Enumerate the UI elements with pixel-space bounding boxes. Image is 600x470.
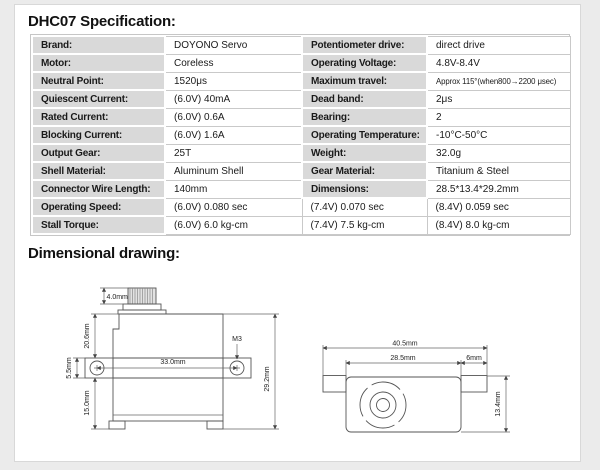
spec-table-row [32,90,570,108]
dim-tab-height: 5.5mm [66,357,73,379]
left-foot [109,421,125,429]
spec-table-row [32,180,570,198]
spec-table-row [32,144,570,162]
spec-value-cell: (7.4V) 7.5 kg-cm [302,216,427,234]
spec-label-cell: Connector Wire Length: [32,180,165,198]
spec-value-cell: 140mm [165,180,302,198]
spec-value-cell: Titanium & Steel [427,162,570,180]
dim-hole-spacing: 33.0mm [160,359,186,366]
spec-label-cell: Operating Voltage: [302,54,427,72]
spec-value-cell: direct drive [427,36,570,54]
right-mount-tab-top [461,376,487,393]
spec-label-cell: Maximum travel: [302,72,427,90]
spec-value-cell: 25T [165,144,302,162]
spec-table-row [32,72,570,90]
spec-value-cell: 32.0g [427,144,570,162]
spec-table-row [32,36,570,54]
spec-table-row [32,216,570,234]
shaft-base-step [123,304,161,310]
servo-top-body [323,376,487,433]
case-top-outline [346,377,461,432]
spec-label-cell: Potentiometer drive: [302,36,427,54]
spec-label-cell: Operating Temperature: [302,126,427,144]
spec-value-cell: 28.5*13.4*29.2mm [427,180,570,198]
spec-sheet-page [14,4,581,462]
spec-value-cell: -10°C-50°C [427,126,570,144]
spec-value-cell: Aluminum Shell [165,162,302,180]
spec-label-cell: Neutral Point: [32,72,165,90]
spec-table-row [32,108,570,126]
spec-value-cell: (6.0V) 40mA [165,90,302,108]
front-view-dimensions [66,288,279,429]
gear-housing-ring [360,382,406,428]
dim-gear-width: 4.0mm [106,294,128,301]
spec-label-cell: Rated Current: [32,108,165,126]
spec-value-cell: (6.0V) 0.6A [165,108,302,126]
servo-top-view-drawing [319,337,519,447]
spec-section-title: DHC07 Specification: [28,13,176,30]
shaft-base [118,310,166,314]
spec-label-cell: Operating Speed: [32,198,165,216]
servo-front-view-drawing [63,279,305,439]
left-mount-tab-top [323,376,346,393]
spec-label-cell: Motor: [32,54,165,72]
spec-value-cell: (6.0V) 1.6A [165,126,302,144]
dim-body-width: 28.5mm [390,355,416,362]
spec-label-cell: Blocking Current: [32,126,165,144]
spec-value-cell: 2 [427,108,570,126]
dim-upper-height: 20.6mm [84,323,91,349]
spec-label-cell: Brand: [32,36,165,54]
drawing-section-title: Dimensional drawing: [28,245,180,262]
spec-value-cell: DOYONO Servo [165,36,302,54]
right-foot [207,421,223,429]
spec-label-cell: Dead band: [302,90,427,108]
spec-value-cell: Approx 115°(when800→2200 μsec) [427,72,570,90]
spec-label-cell: Weight: [302,144,427,162]
dim-total-width: 40.5mm [392,340,418,348]
spec-value-cell: (8.4V) 0.059 sec [427,198,570,216]
spec-table [30,34,570,236]
spec-table-body [32,36,570,234]
dim-lower-height: 15.0mm [84,390,91,416]
spec-value-cell: (7.4V) 0.070 sec [302,198,427,216]
spec-value-cell: 1520μs [165,72,302,90]
dim-tab-width: 6mm [466,355,482,362]
spec-label-cell: Bearing: [302,108,427,126]
hole-thread-label: M3 [232,336,242,343]
spec-value-cell: (8.4V) 8.0 kg-cm [427,216,570,234]
dim-total-height: 29.2mm [264,366,271,392]
spec-table-row [32,198,570,216]
upper-case [113,314,223,358]
spec-label-cell: Output Gear: [32,144,165,162]
spec-label-cell: Shell Material: [32,162,165,180]
gear-housing-inner-ring [370,392,396,418]
spec-table-row [32,126,570,144]
spec-value-cell: 4.8V-8.4V [427,54,570,72]
top-view-dimensions [323,341,510,433]
spec-value-cell: (6.0V) 6.0 kg-cm [165,216,302,234]
spec-label-cell: Quiescent Current: [32,90,165,108]
spec-table-row [32,54,570,72]
output-shaft-top [377,399,390,412]
dim-body-depth: 13.4mm [495,391,502,417]
spec-table-row [32,162,570,180]
spec-label-cell: Stall Torque: [32,216,165,234]
spec-value-cell: (6.0V) 0.080 sec [165,198,302,216]
spec-value-cell: 2μs [427,90,570,108]
spec-label-cell: Gear Material: [302,162,427,180]
spec-label-cell: Dimensions: [302,180,427,198]
spec-value-cell: Coreless [165,54,302,72]
lower-case [113,378,223,421]
